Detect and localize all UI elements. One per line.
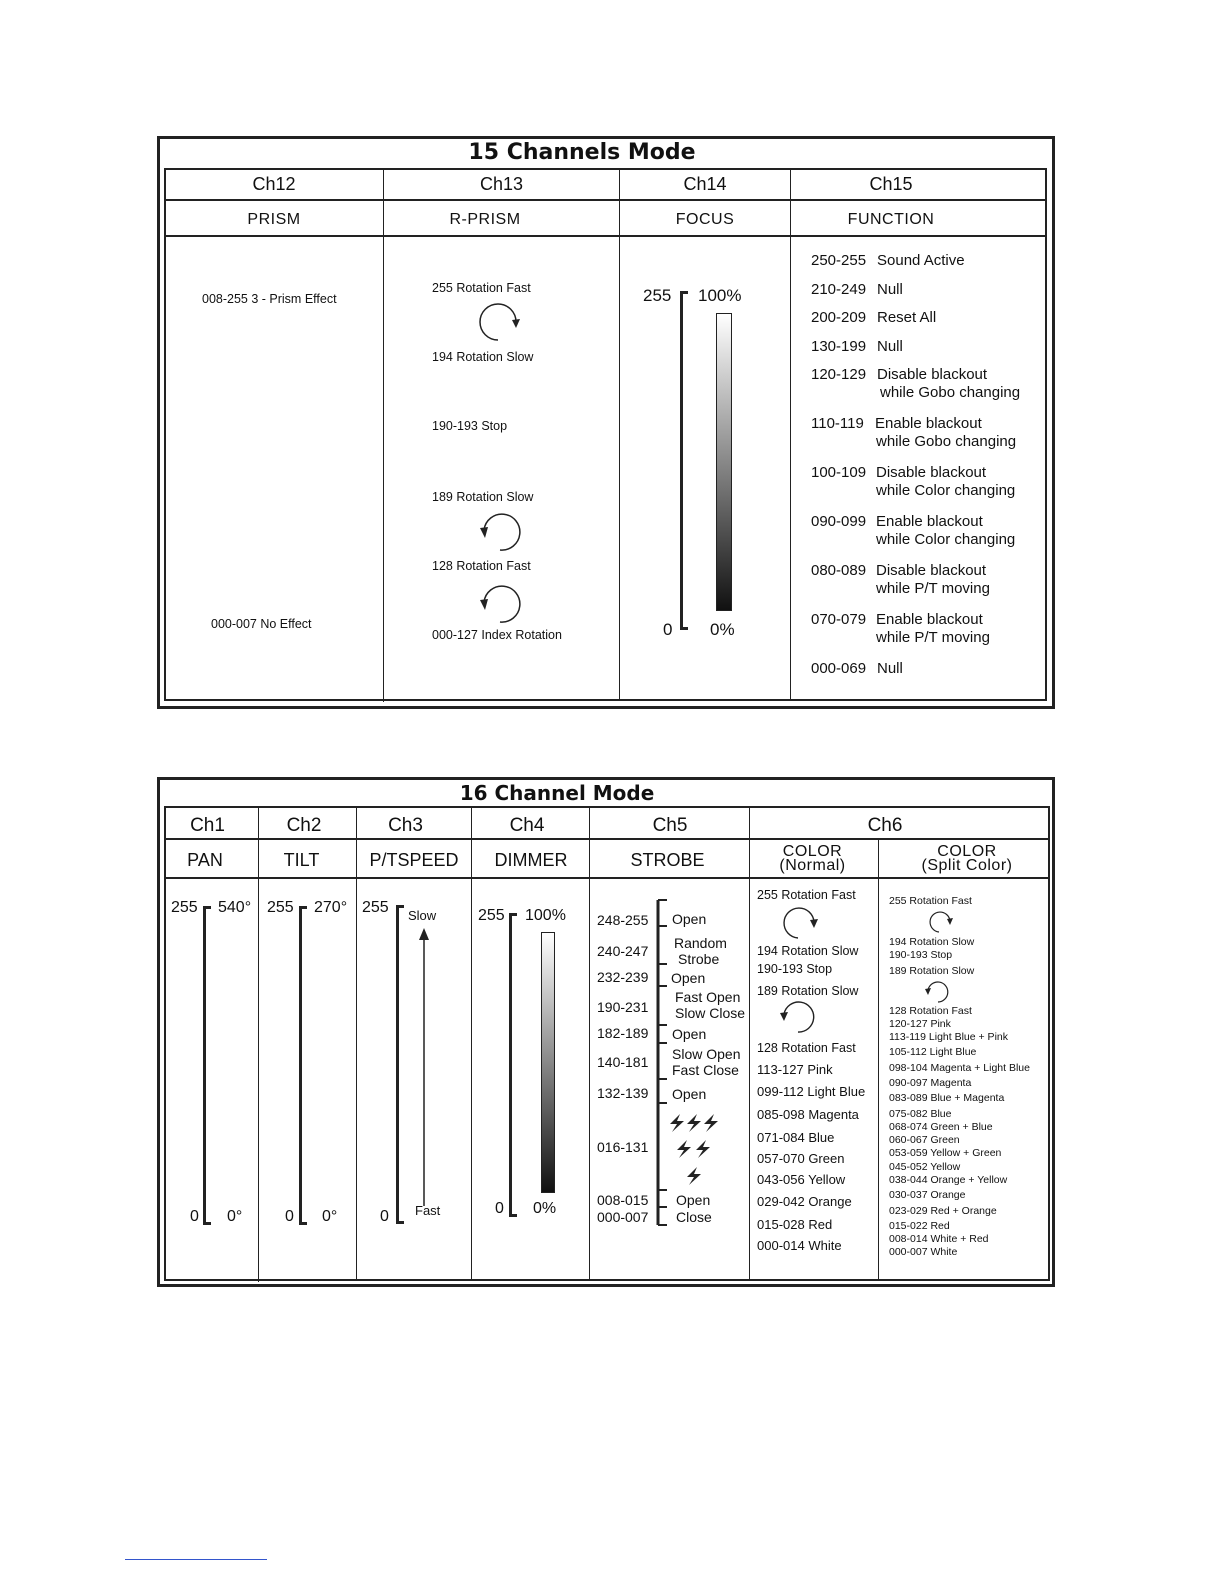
ch3-bottom-value: 0: [380, 1208, 389, 1225]
ch5-label: Slow Close: [675, 1005, 746, 1021]
ch6-split-item: 060-067 Green: [889, 1134, 960, 1146]
ch15-text: Enable blackout: [875, 415, 982, 432]
ch6-split-item: 255 Rotation Fast: [889, 895, 972, 907]
ch15-range: 070-079: [811, 611, 867, 628]
ch6-normal-item: 057-070 Green: [757, 1151, 845, 1166]
ch14-bottom-percent: 0%: [710, 620, 735, 639]
divider: [619, 170, 620, 700]
ch13-item: 190-193 Stop: [432, 419, 508, 433]
ch4-scale-bracket: [509, 913, 517, 1217]
divider: [589, 808, 590, 1280]
ch6-normal-item: 085-098 Magenta: [757, 1107, 859, 1122]
ch15-text: while P/T moving: [876, 629, 990, 646]
ch15-range: 080-089: [811, 562, 867, 579]
ch14-bottom-value: 0: [663, 620, 673, 639]
ch13-function: R-PRISM: [449, 211, 521, 228]
ch5-label: Open: [672, 1026, 707, 1042]
ch15-text: Null: [877, 338, 903, 355]
ch15-range: 250-255: [811, 252, 867, 269]
ch1-header: Ch1: [190, 815, 225, 836]
ch6-split-item: 105-112 Light Blue: [889, 1046, 977, 1058]
ch5-range: 248-255: [597, 912, 649, 928]
ch5-range: 132-139: [597, 1085, 649, 1101]
ch5-function: STROBE: [630, 850, 705, 870]
ch15-text: Disable blackout: [876, 562, 987, 579]
speed-arrow-icon: [416, 928, 432, 1208]
ch6-split-item: 038-044 Orange + Yellow: [889, 1174, 1008, 1186]
ch2-top-value: 255: [267, 899, 294, 916]
ch6-split-item: 023-029 Red + Orange: [889, 1205, 997, 1217]
ch5-label: Close: [676, 1209, 712, 1225]
ch6-normal-item: 255 Rotation Fast: [757, 888, 856, 902]
ch6-normal-item: 194 Rotation Slow: [757, 944, 859, 958]
ch15-text: Disable blackout: [876, 464, 987, 481]
ch6-split-item: 045-052 Yellow: [889, 1161, 961, 1173]
ch1-function: PAN: [187, 850, 223, 870]
ch6-split-item: 128 Rotation Fast: [889, 1005, 972, 1017]
ch12-header: Ch12: [252, 174, 296, 194]
ch15-text: while Color changing: [876, 482, 1016, 499]
ch15-range: 100-109: [811, 464, 867, 481]
ch6-header: Ch6: [867, 815, 903, 836]
ch4-header: Ch4: [509, 815, 545, 836]
ch2-scale-bracket: [299, 906, 307, 1225]
ch15-text: while P/T moving: [876, 580, 990, 597]
ch13-item: 194 Rotation Slow: [432, 350, 534, 364]
rotate-clockwise-icon: [782, 904, 822, 944]
lightning-icon: [668, 1112, 724, 1188]
ch1-top-angle: 540°: [218, 899, 252, 916]
ch6-split-item: 190-193 Stop: [889, 949, 953, 961]
ch3-top-label: Slow: [408, 908, 437, 923]
ch5-label: Random: [674, 935, 727, 951]
ch6-split-item: 068-074 Green + Blue: [889, 1121, 993, 1133]
ch12-function: PRISM: [247, 211, 301, 228]
ch15-range: 090-099: [811, 513, 867, 530]
table-16-title: 16 Channel Mode: [459, 781, 655, 805]
ch6-normal-item: 190-193 Stop: [757, 962, 833, 976]
ch5-range: 190-231: [597, 999, 649, 1015]
ch5-label: Strobe: [678, 951, 720, 967]
ch4-function: DIMMER: [494, 850, 568, 870]
ch15-range: 110-119: [811, 415, 864, 432]
ch6-normal-title: COLOR: [782, 843, 843, 860]
ch14-header: Ch14: [683, 174, 727, 194]
ch5-range: 232-239: [597, 969, 649, 985]
ch14-scale-bracket: [680, 291, 688, 630]
ch6-normal-item: 029-042 Orange: [757, 1194, 852, 1209]
ch3-function: P/TSPEED: [369, 850, 459, 870]
ch4-bottom-percent: 0%: [533, 1200, 557, 1217]
ch6-split-item: 189 Rotation Slow: [889, 965, 975, 977]
ch13-header: Ch13: [479, 174, 524, 194]
ch2-top-angle: 270°: [314, 899, 348, 916]
ch1-bottom-value: 0: [190, 1208, 199, 1225]
ch15-text: Reset All: [877, 309, 937, 326]
divider: [356, 808, 357, 1280]
ch15-text: while Gobo changing: [876, 433, 1017, 450]
ch5-range: 140-181: [597, 1054, 649, 1070]
ch15-text: Enable blackout: [876, 611, 983, 628]
ch1-scale-bracket: [203, 906, 211, 1225]
ch15-range: 200-209: [811, 309, 867, 326]
ch15-function: FUNCTION: [847, 211, 935, 228]
ch6-split-item: 053-059 Yellow + Green: [889, 1147, 1002, 1159]
ch6-split-title: COLOR: [937, 843, 997, 860]
ch6-split-subtitle: (Split Color): [921, 857, 1013, 874]
ch5-header: Ch5: [652, 815, 688, 836]
ch6-normal-item: 043-056 Yellow: [757, 1172, 846, 1187]
ch15-text: while Color changing: [876, 531, 1016, 548]
ch5-label: Fast Open: [675, 989, 741, 1005]
ch15-text: Null: [877, 660, 903, 677]
rotate-counterclockwise-icon: [924, 978, 952, 1006]
ch2-header: Ch2: [286, 815, 322, 836]
ch6-normal-item: 071-084 Blue: [757, 1130, 835, 1145]
ch5-label: Open: [671, 970, 706, 986]
ch5-label: Open: [676, 1192, 711, 1208]
ch15-text: Enable blackout: [876, 513, 983, 530]
ch6-split-item: 090-097 Magenta: [889, 1077, 972, 1089]
ch14-focus-gradient: [716, 313, 732, 611]
ch14-top-percent: 100%: [698, 286, 742, 305]
ch1-top-value: 255: [171, 899, 198, 916]
ch2-function: TILT: [283, 850, 320, 870]
ch4-top-percent: 100%: [525, 907, 566, 924]
ch3-top-value: 255: [362, 899, 389, 916]
ch6-normal-item: 128 Rotation Fast: [757, 1041, 856, 1055]
ch2-bottom-angle: 0°: [322, 1208, 338, 1225]
divider: [383, 170, 384, 702]
ch6-split-item: 030-037 Orange: [889, 1189, 966, 1201]
divider: [878, 838, 879, 1280]
divider: [790, 170, 791, 700]
divider: [164, 838, 1050, 840]
ch6-split-item: 008-014 White + Red: [889, 1233, 989, 1245]
ch4-dimmer-gradient: [541, 932, 555, 1193]
ch6-normal-item: 099-112 Light Blue: [757, 1084, 866, 1099]
divider: [164, 235, 1047, 237]
ch5-range: 240-247: [597, 943, 649, 959]
ch5-label: Open: [672, 1086, 707, 1102]
ch3-scale-bracket: [396, 905, 404, 1224]
footer-link-line: [125, 1559, 267, 1560]
ch6-split-item: 083-089 Blue + Magenta: [889, 1092, 1005, 1104]
ch13-item: 255 Rotation Fast: [432, 281, 531, 295]
divider: [164, 199, 1047, 201]
rotate-counterclockwise-icon: [778, 998, 818, 1038]
ch4-top-value: 255: [478, 907, 505, 924]
ch15-text: Sound Active: [877, 252, 965, 269]
ch15-text: Null: [877, 281, 903, 298]
ch13-item: 000-127 Index Rotation: [432, 628, 562, 642]
ch5-range: 016-131: [597, 1139, 649, 1155]
ch6-normal-item: 113-127 Pink: [757, 1062, 833, 1077]
divider: [258, 808, 259, 1282]
ch12-item: 000-007 No Effect: [211, 617, 312, 631]
ch6-split-item: 120-127 Pink: [889, 1018, 951, 1030]
ch15-range: 130-199: [811, 338, 867, 355]
divider: [749, 808, 750, 1280]
ch5-range: 008-015: [597, 1192, 649, 1208]
ch5-label: Slow Open: [672, 1046, 741, 1062]
ch6-split-item: 015-022 Red: [889, 1220, 950, 1232]
ch6-split-item: 075-082 Blue: [889, 1108, 952, 1120]
ch15-text: Disable blackout: [877, 366, 988, 383]
ch6-split-item: 000-007 White: [889, 1246, 958, 1258]
ch13-item: 128 Rotation Fast: [432, 559, 531, 573]
ch6-split-item: 113-119 Light Blue + Pink: [889, 1031, 1008, 1043]
ch4-bottom-value: 0: [495, 1200, 504, 1217]
ch1-bottom-angle: 0°: [227, 1208, 243, 1225]
ch13-item: 189 Rotation Slow: [432, 490, 534, 504]
ch15-range: 000-069: [811, 660, 867, 677]
divider: [164, 877, 1050, 879]
table-15-title: 15 Channels Mode: [468, 140, 696, 165]
ch15-header: Ch15: [869, 174, 913, 194]
ch15-range: 210-249: [811, 281, 867, 298]
ch14-function: FOCUS: [675, 211, 735, 228]
ch2-bottom-value: 0: [285, 1208, 294, 1225]
ch6-normal-item: 000-014 White: [757, 1238, 842, 1253]
rotate-clockwise-icon: [478, 300, 526, 348]
ch6-split-item: 194 Rotation Slow: [889, 936, 975, 948]
ch15-text: while Gobo changing: [880, 384, 1021, 401]
ch6-split-item: 098-104 Magenta + Light Blue: [889, 1062, 1030, 1074]
ch5-label: Open: [672, 911, 707, 927]
ch5-label: Fast Close: [672, 1062, 739, 1078]
rotate-counterclockwise-icon: [476, 510, 524, 558]
ch6-normal-item: 189 Rotation Slow: [757, 984, 859, 998]
ch5-range: 182-189: [597, 1025, 649, 1041]
ch3-bottom-label: Fast: [415, 1203, 441, 1218]
ch3-header: Ch3: [388, 815, 423, 836]
ch5-range: 000-007: [597, 1209, 649, 1225]
ch15-range: 120-129: [811, 366, 867, 383]
rotate-clockwise-icon: [928, 908, 956, 936]
divider: [471, 808, 472, 1280]
ch6-normal-item: 015-028 Red: [757, 1217, 833, 1232]
ch12-item: 008-255 3 - Prism Effect: [202, 292, 337, 306]
ch6-normal-subtitle: (Normal): [779, 857, 846, 874]
rotate-counterclockwise-icon: [476, 582, 524, 630]
ch14-top-value: 255: [643, 286, 672, 305]
